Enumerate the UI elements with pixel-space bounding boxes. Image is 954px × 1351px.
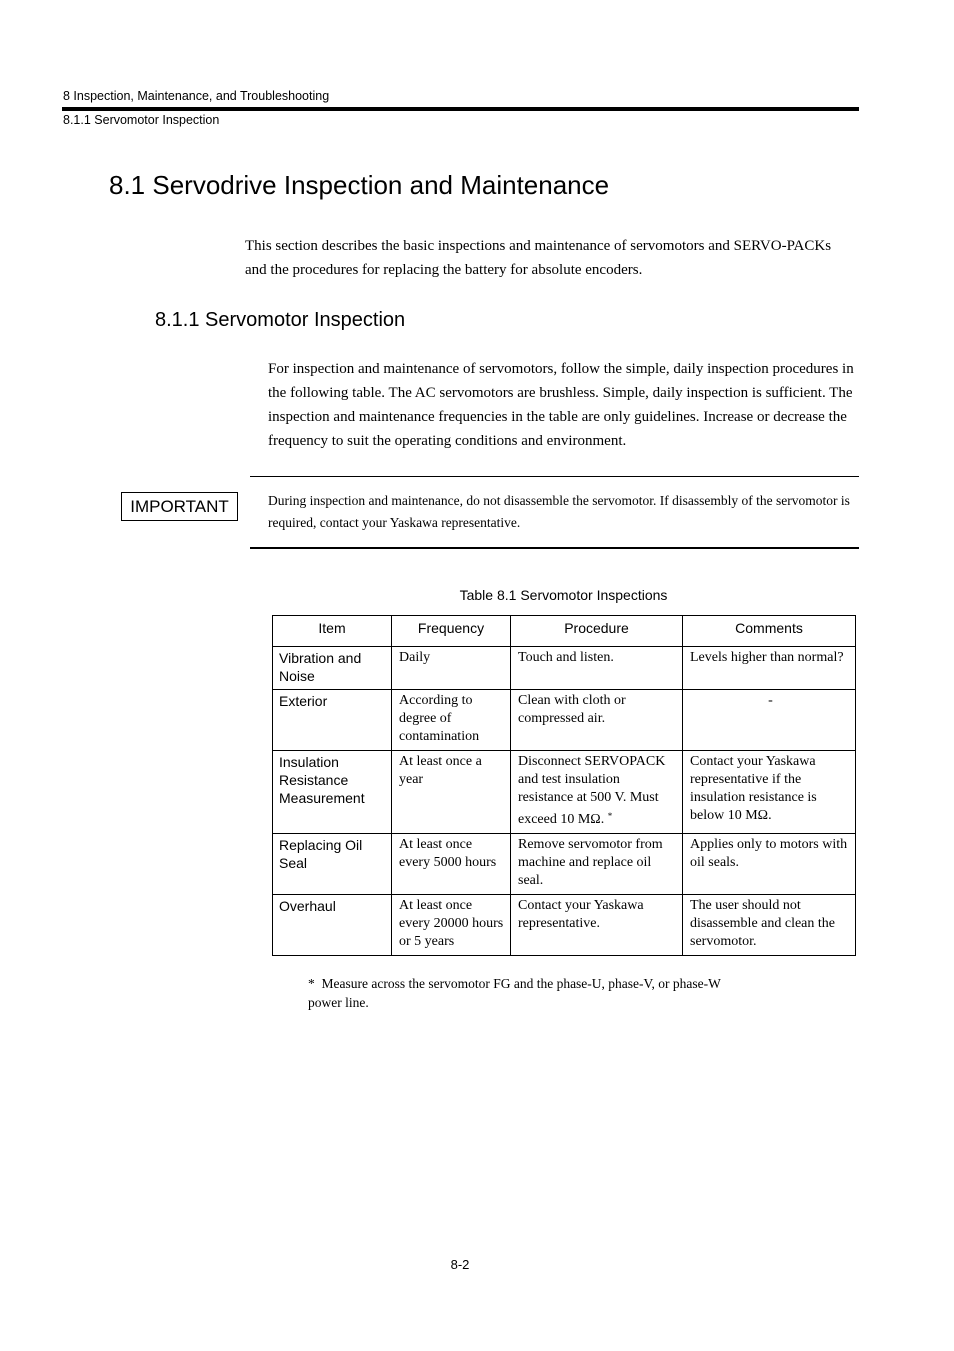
- cell-item: Replacing Oil Seal: [273, 834, 392, 895]
- page-number: 8-2: [450, 1257, 470, 1272]
- important-text: During inspection and maintenance, do not disassemble the servomotor. If disassembly of the servomotor is required, contact your Yaskawa representative.: [268, 493, 850, 530]
- subsection-title: 8.1.1 Servomotor Inspection: [155, 309, 406, 331]
- running-header-section: 8.1.1 Servomotor Inspection: [63, 113, 220, 127]
- cell-frequency: At least once every 20000 hours or 5 years: [392, 895, 511, 956]
- cell-comments: The user should not disassemble and clean the servomotor.: [683, 895, 856, 956]
- inspection-table: [272, 615, 856, 956]
- cell-comments: Applies only to motors with oil seals.: [683, 834, 856, 895]
- table-row: [273, 690, 856, 751]
- cell-comments: Levels higher than normal?: [683, 647, 856, 690]
- cell-frequency: Daily: [392, 647, 511, 690]
- important-bottom-rule: [250, 547, 859, 549]
- header-rule: [62, 107, 859, 111]
- cell-procedure: Contact your Yaskawa representative.: [511, 895, 683, 956]
- header-frequency: Frequency: [392, 616, 511, 647]
- table-row: [273, 895, 856, 956]
- cell-frequency: At least once every 5000 hours: [392, 834, 511, 895]
- cell-item: Exterior: [273, 690, 392, 751]
- footnote-reference: *: [607, 811, 613, 821]
- cell-procedure: Remove servomotor from machine and replace oil seal.: [511, 834, 683, 895]
- cell-comments: -: [683, 690, 856, 751]
- cell-procedure: Touch and listen.: [511, 647, 683, 690]
- procedure-text: Disconnect SERVOPACK and test insulation resistance at 500 V. Must exceed 10 MΩ.: [518, 754, 666, 827]
- cell-frequency: According to degree of contamination: [392, 690, 511, 751]
- table-row: [273, 834, 856, 895]
- table-row: [273, 647, 856, 690]
- cell-item: Insulation Resistance Measurement: [273, 751, 392, 834]
- cell-item: Overhaul: [273, 895, 392, 956]
- important-label: IMPORTANT: [121, 492, 238, 521]
- header-comments: Comments: [683, 616, 856, 647]
- header-item: Item: [273, 616, 392, 647]
- cell-item: Vibration and Noise: [273, 647, 392, 690]
- intro-paragraph: This section describes the basic inspections and maintenance of servomotors and SERVO-PACKs and the procedures for replacing the battery for absolute encoders.: [245, 238, 832, 278]
- footnote-marker: *: [308, 976, 315, 991]
- table-row: [273, 751, 856, 834]
- running-header-chapter: 8 Inspection, Maintenance, and Troubleshooting: [63, 89, 330, 103]
- footnote-text: Measure across the servomotor FG and the phase-U, phase-V, or phase-W power line.: [308, 976, 721, 1010]
- table-footnote: [308, 974, 748, 1012]
- table-caption: Table 8.1 Servomotor Inspections: [459, 587, 668, 603]
- section-title: 8.1 Servodrive Inspection and Maintenance: [109, 170, 610, 200]
- inspection-paragraph: For inspection and maintenance of servomotors, follow the simple, daily inspection procedures in the following table. The AC servomotors are brushless. Simple, daily inspection is sufficient. The inspection and maintenance frequencies in the table are only guidelines. Increase or decrease the frequency to suit the operating conditions and environment.: [268, 361, 854, 449]
- table-header-row: [273, 616, 856, 647]
- cell-procedure: [511, 751, 683, 834]
- cell-procedure: Clean with cloth or compressed air.: [511, 690, 683, 751]
- important-top-rule: [250, 476, 859, 477]
- header-procedure: Procedure: [511, 616, 683, 647]
- cell-comments: Contact your Yaskawa representative if the insulation resistance is below 10 MΩ.: [683, 751, 856, 834]
- cell-frequency: At least once a year: [392, 751, 511, 834]
